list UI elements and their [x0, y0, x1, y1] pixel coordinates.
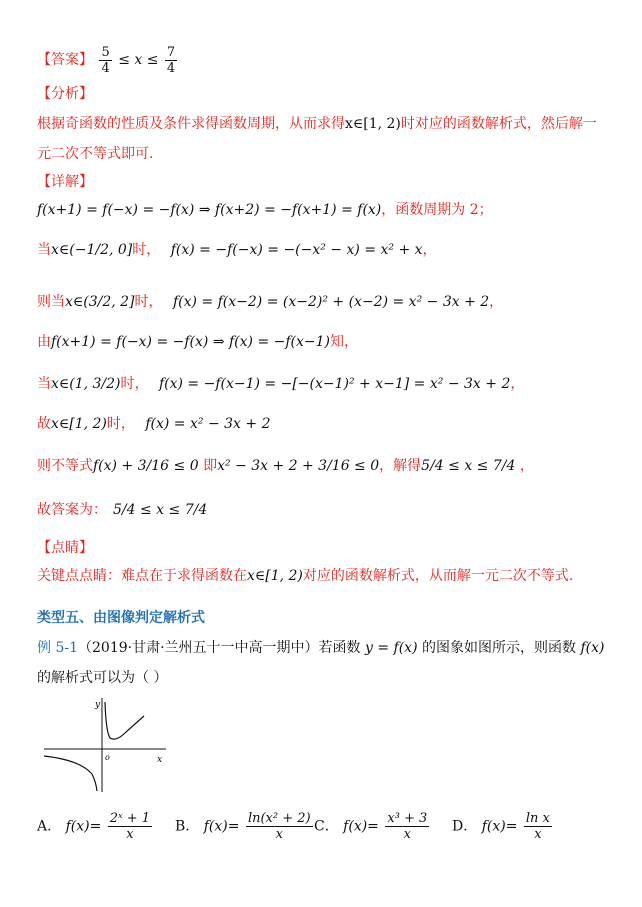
origin-label: o [105, 753, 110, 762]
detail-l7-pre: 则不等式 [37, 458, 93, 474]
option-c-fx: f(x)= [343, 818, 379, 835]
analysis-text-2: 时对应的函数解析式，然后解一 [400, 116, 597, 132]
answer-rhs-num: 7 [166, 44, 176, 60]
detail-l7-text: ，解得 [379, 458, 422, 474]
detail-line-8 [37, 500, 622, 520]
answer-rhs-frac [165, 46, 177, 75]
detail-l2-math: f(x) = −f(−x) = −(−x² − x) = x² + x [170, 242, 423, 258]
detail-l2-mid: 时， [132, 242, 161, 258]
right-branch-curve [105, 702, 144, 739]
detail-l6-math: f(x) = x² − 3x + 2 [145, 416, 271, 432]
detail-line-4 [37, 332, 622, 352]
detail-l6-interval: x∈[1, 2) [51, 416, 107, 432]
option-b-frac [246, 812, 313, 841]
comment-text-1: 关键点点睛：难点在于求得函数在 [37, 568, 247, 584]
option-d-fx: f(x)= [481, 818, 518, 835]
detail-l7-math3: 5/4 ≤ x ≤ 7/4 [421, 458, 516, 474]
option-b-num: ln(x² + 2) [247, 811, 311, 826]
detail-l5-interval: x∈(1, 3/2) [51, 376, 121, 392]
example-func-2: f(x) [580, 640, 605, 656]
example-text-3: 的解析式可以为（ ） [37, 670, 168, 686]
option-c-letter: C． [314, 818, 339, 835]
detail-l5-mid: 时， [120, 376, 149, 392]
detail-line-1 [37, 200, 622, 220]
detail-line-6 [37, 414, 622, 434]
detail-tag-line [37, 172, 622, 192]
option-c-den: x [403, 827, 412, 842]
analysis-text-3: 元二次不等式即可. [37, 146, 154, 162]
option-d-frac [524, 812, 552, 841]
detail-l3-interval: x∈(3/2, 2] [65, 294, 135, 310]
example-text-2: 的图象如图所示，则函数 [421, 640, 576, 656]
option-a-frac [108, 812, 152, 841]
detail-l3-math: f(x) = f(x−2) = (x−2)² + (x−2) = x² − 3x + 2 [172, 294, 490, 310]
detail-l3-pre: 则当 [37, 294, 65, 310]
option-c-num: x³ + 3 [387, 811, 428, 826]
detail-l4-pre: 由 [37, 334, 51, 350]
example-label: 例 5-1 [37, 640, 78, 656]
answer-lhs-den: 4 [101, 60, 110, 76]
detail-line-7 [37, 456, 622, 476]
answer-lhs-frac [99, 46, 111, 75]
detail-tag: 【详解】 [37, 174, 93, 190]
example-source: （2019·甘肃·兰州五十一中高一期中） [78, 640, 319, 656]
example-func: y = f(x) [364, 640, 418, 656]
detail-l6-mid: 时， [106, 416, 135, 432]
detail-l3-end: ， [489, 294, 504, 310]
analysis-tag-line [37, 84, 622, 104]
option-d-num: ln x [525, 811, 550, 826]
detail-l7-end: ， [519, 458, 534, 474]
comment-tag-line [37, 538, 622, 558]
y-label: y [95, 700, 101, 710]
example-line-1 [37, 638, 622, 658]
option-b[interactable] [175, 812, 315, 841]
comment-tag: 【点睛】 [37, 540, 93, 556]
detail-l1-text: ，函数周期为 2； [381, 202, 493, 218]
detail-l5-math: f(x) = −f(x−1) = −[−(x−1)² + x−1] = x² − 3x + 2 [158, 376, 511, 392]
answer-tag: 【答案】 [37, 52, 93, 68]
detail-l5-end: ， [510, 376, 525, 392]
left-branch-curve [44, 756, 97, 791]
answer-lhs-num: 5 [101, 44, 110, 60]
comment-text-2: 对应的函数解析式，从而解一元二次不等式. [302, 568, 574, 584]
option-a-letter: A． [37, 818, 62, 835]
option-b-letter: B． [175, 818, 200, 835]
option-c-frac [385, 812, 429, 841]
analysis-tag: 【分析】 [37, 86, 93, 102]
answer-line [37, 44, 622, 76]
detail-l3-mid: 时， [134, 294, 163, 310]
option-a-fx: f(x)= [65, 818, 102, 835]
option-d-den: x [534, 827, 542, 842]
detail-l7-math1: f(x) + 3/16 ≤ 0 [93, 458, 199, 474]
option-a-den: x [126, 827, 134, 842]
analysis-line-1 [37, 114, 622, 134]
detail-l6-pre: 故 [37, 416, 51, 432]
detail-l2-interval: x∈(−1/2, 0] [51, 242, 133, 258]
detail-l2-pre: 当 [37, 242, 51, 258]
section-title: 类型五、由图像判定解析式 [37, 610, 205, 626]
option-a[interactable] [37, 812, 154, 841]
option-a-num: 2ˣ + 1 [109, 811, 151, 826]
analysis-text-1: 根据奇函数的性质及条件求得函数周期，从而求得 [37, 116, 345, 132]
detail-line-5 [37, 374, 622, 394]
option-d-letter: D． [452, 818, 478, 835]
detail-l1-math: f(x+1) = f(−x) = −f(x) ⇒ f(x+2) = −f(x+1) = f(x) [37, 202, 382, 218]
detail-line-3 [37, 292, 622, 312]
detail-l8-math: 5/4 ≤ x ≤ 7/4 [113, 502, 208, 518]
example-line-2 [37, 668, 622, 688]
comment-line [37, 566, 622, 586]
example-text-1: 若函数 [318, 640, 361, 656]
option-d[interactable] [452, 812, 554, 841]
x-label: x [157, 755, 163, 765]
detail-l7-mid: 即 [203, 458, 218, 474]
option-b-fx: f(x)= [203, 818, 240, 835]
answer-mid: ≤ x ≤ [118, 52, 159, 68]
detail-l4-end: 知， [330, 334, 358, 350]
detail-l2-end: ， [422, 242, 437, 258]
analysis-line-2 [37, 144, 622, 164]
option-b-den: x [275, 827, 283, 842]
detail-l4-math: f(x+1) = f(−x) = −f(x) ⇒ f(x) = −f(x−1) [51, 334, 330, 350]
detail-l8-pre: 故答案为： [37, 502, 107, 518]
detail-line-2 [37, 240, 622, 260]
detail-l5-pre: 当 [37, 376, 51, 392]
answer-rhs-den: 4 [166, 60, 176, 76]
comment-interval: x∈[1, 2) [247, 568, 303, 584]
detail-l7-math2: x² − 3x + 2 + 3/16 ≤ 0 [217, 458, 380, 474]
analysis-interval: x∈[1, 2) [345, 116, 401, 132]
function-graph [40, 694, 170, 794]
option-c[interactable] [314, 812, 431, 841]
